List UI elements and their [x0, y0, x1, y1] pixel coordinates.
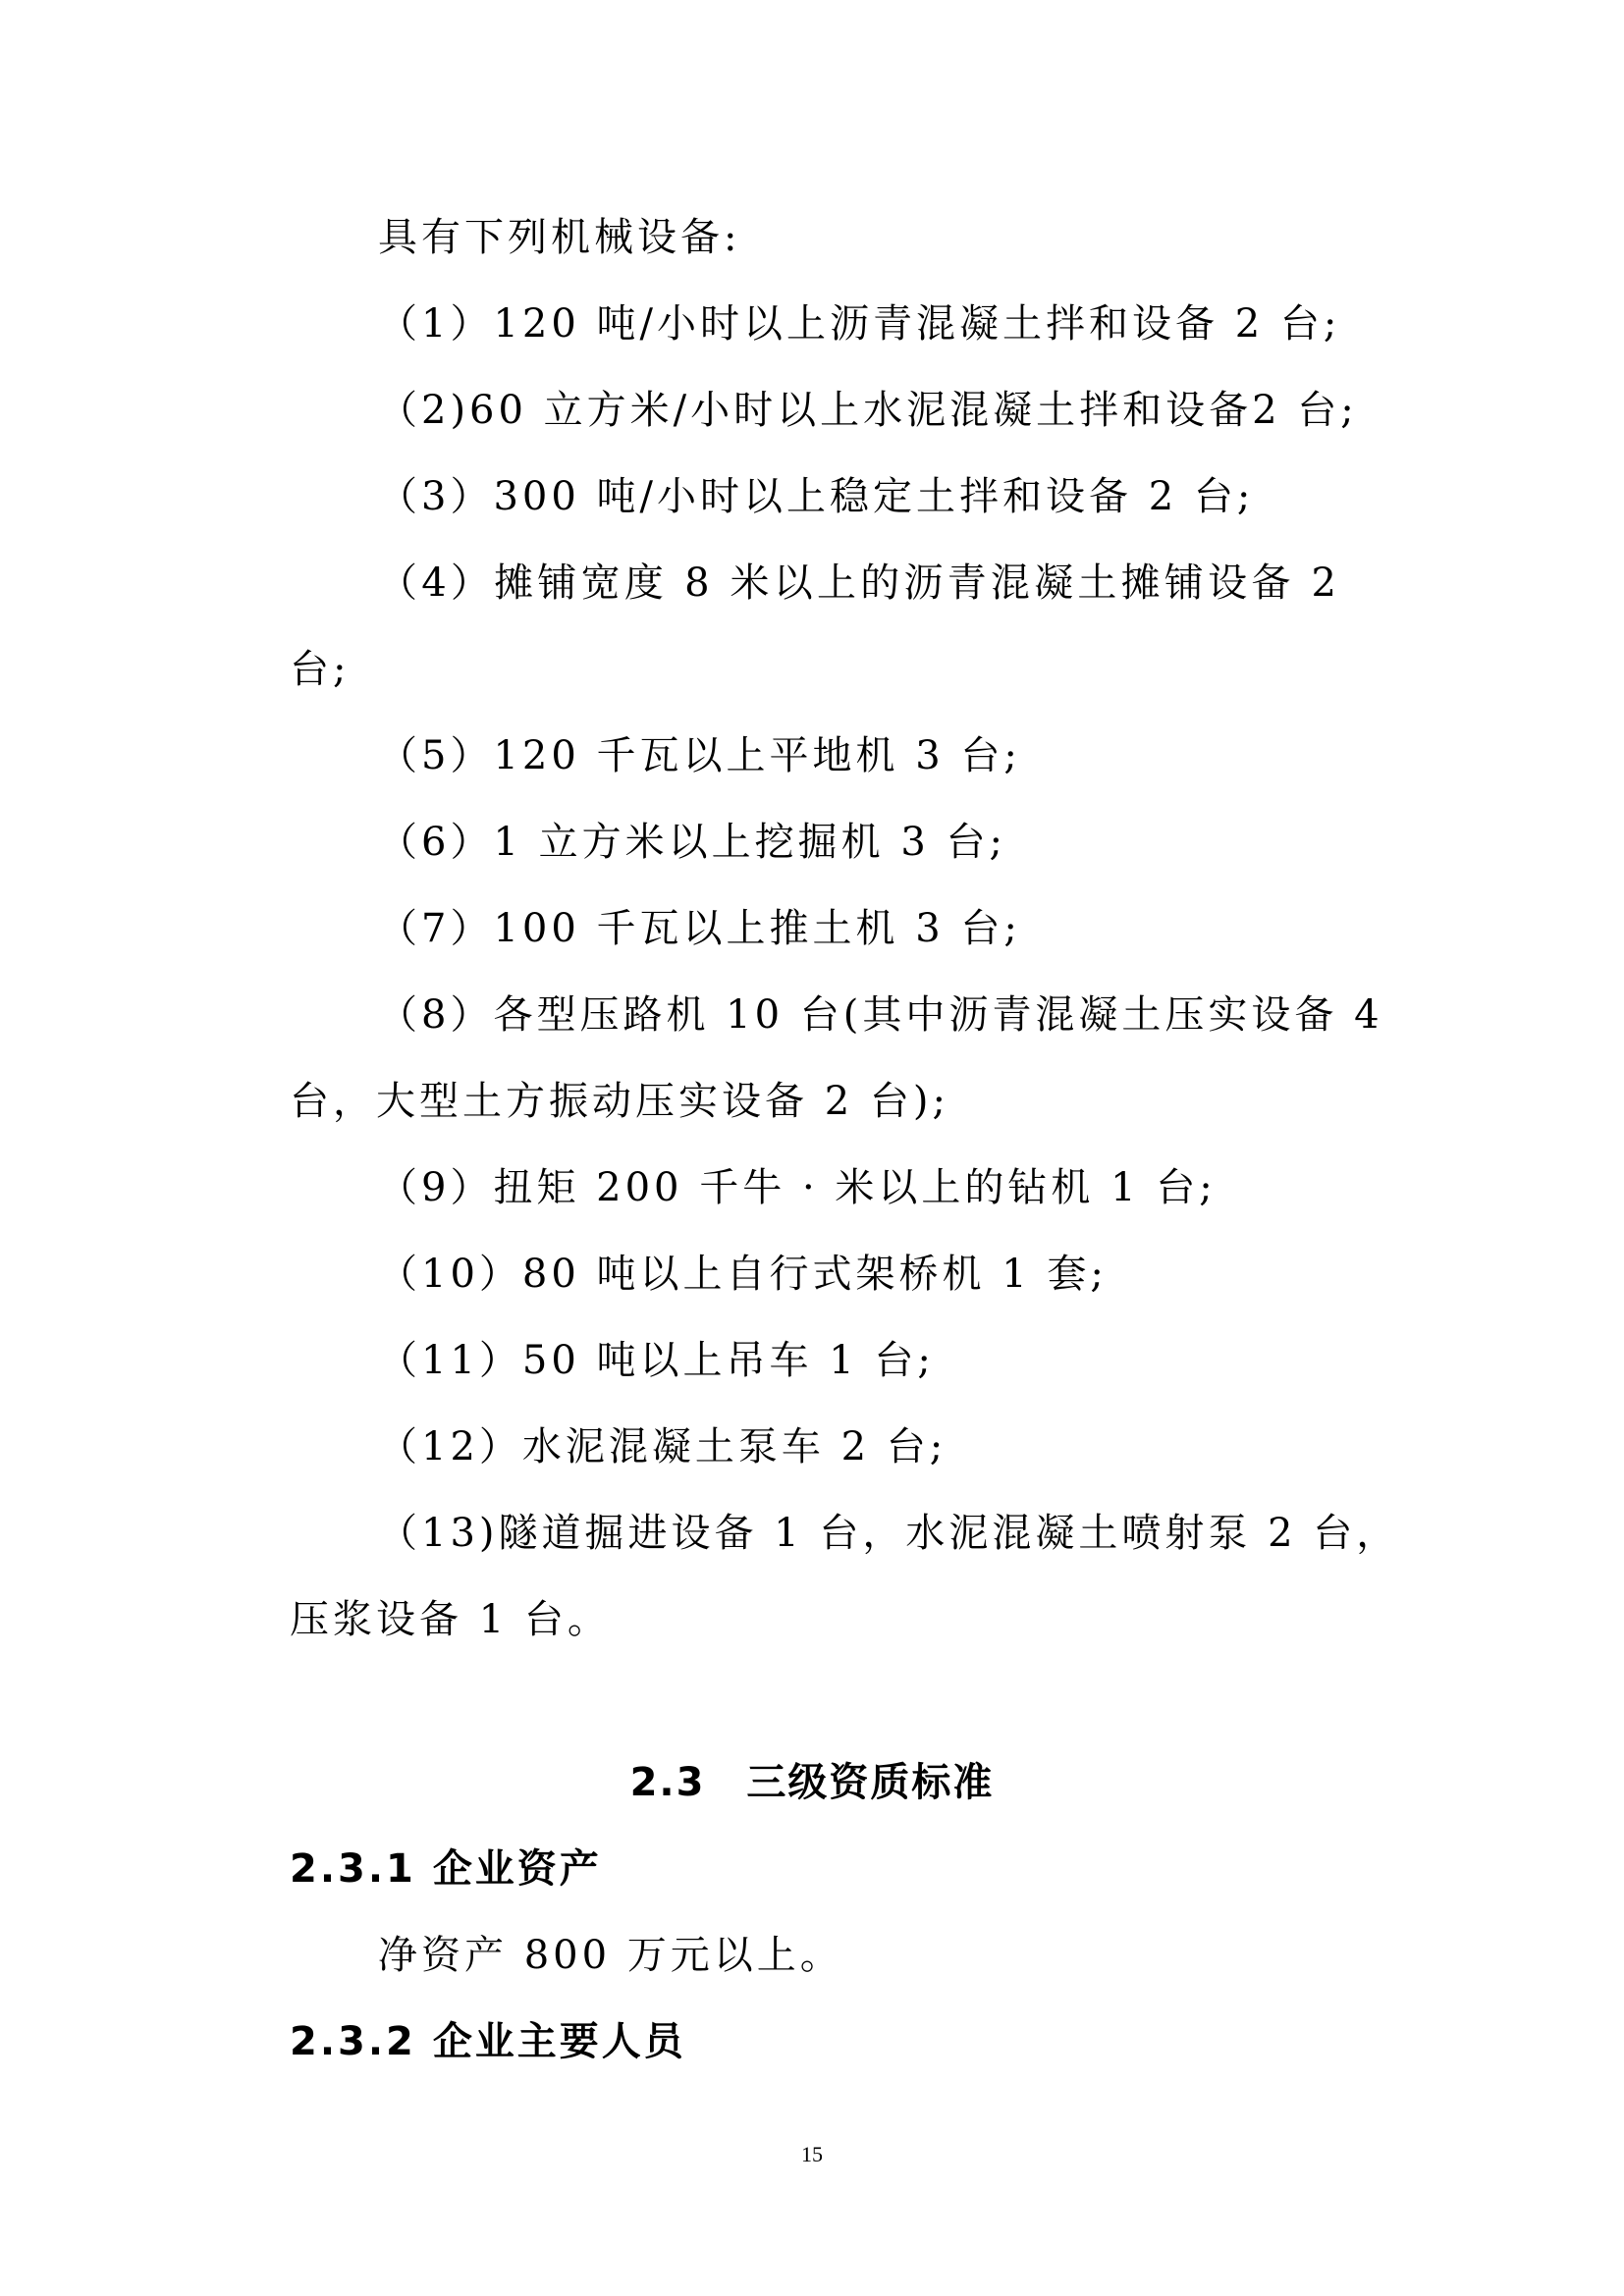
list-item-13-line-1: （13)隧道掘进设备 1 台，水泥混凝土喷射泵 2 台，: [378, 1511, 1400, 1556]
list-item-12: （12）水泥混凝土泵车 2 台;: [378, 1424, 947, 1469]
subsection-heading-assets: 2.3.1 企业资产: [290, 1846, 602, 1892]
list-item-8-line-2: 台，大型土方振动压实设备 2 台);: [290, 1079, 949, 1124]
list-item-7: （7）100 千瓦以上推土机 3 台;: [378, 906, 1021, 951]
subsection-heading-personnel: 2.3.2 企业主要人员: [290, 2019, 686, 2064]
list-item-1: （1）120 吨/小时以上沥青混凝土拌和设备 2 台;: [378, 301, 1341, 347]
list-item-4-line-2: 台;: [290, 647, 351, 692]
list-item-10: （10）80 吨以上自行式架桥机 1 套;: [378, 1252, 1108, 1297]
section-title: 2.3 三级资质标准: [629, 1760, 995, 1805]
list-item-2: （2)60 立方米/小时以上水泥混凝土拌和设备2 台;: [378, 388, 1358, 433]
list-item-3: （3）300 吨/小时以上稳定土拌和设备 2 台;: [378, 474, 1255, 519]
list-item-9: （9）扭矩 200 千牛 · 米以上的钻机 1 台;: [378, 1165, 1217, 1210]
list-item-5: （5）120 千瓦以上平地机 3 台;: [378, 733, 1021, 778]
list-item-8-line-1: （8）各型压路机 10 台(其中沥青混凝土压实设备 4: [378, 992, 1383, 1038]
list-item-11: （11）50 吨以上吊车 1 台;: [378, 1338, 935, 1383]
paragraph-net-assets: 净资产 800 万元以上。: [378, 1933, 843, 1978]
page-number: 15: [801, 2142, 823, 2166]
list-item-6: （6）1 立方米以上挖掘机 3 台;: [378, 820, 1006, 865]
list-item-13-line-2: 压浆设备 1 台。: [290, 1597, 611, 1642]
list-item-4-line-1: （4）摊铺宽度 8 米以上的沥青混凝土摊铺设备 2: [378, 561, 1340, 606]
paragraph-intro: 具有下列机械设备:: [378, 215, 741, 260]
